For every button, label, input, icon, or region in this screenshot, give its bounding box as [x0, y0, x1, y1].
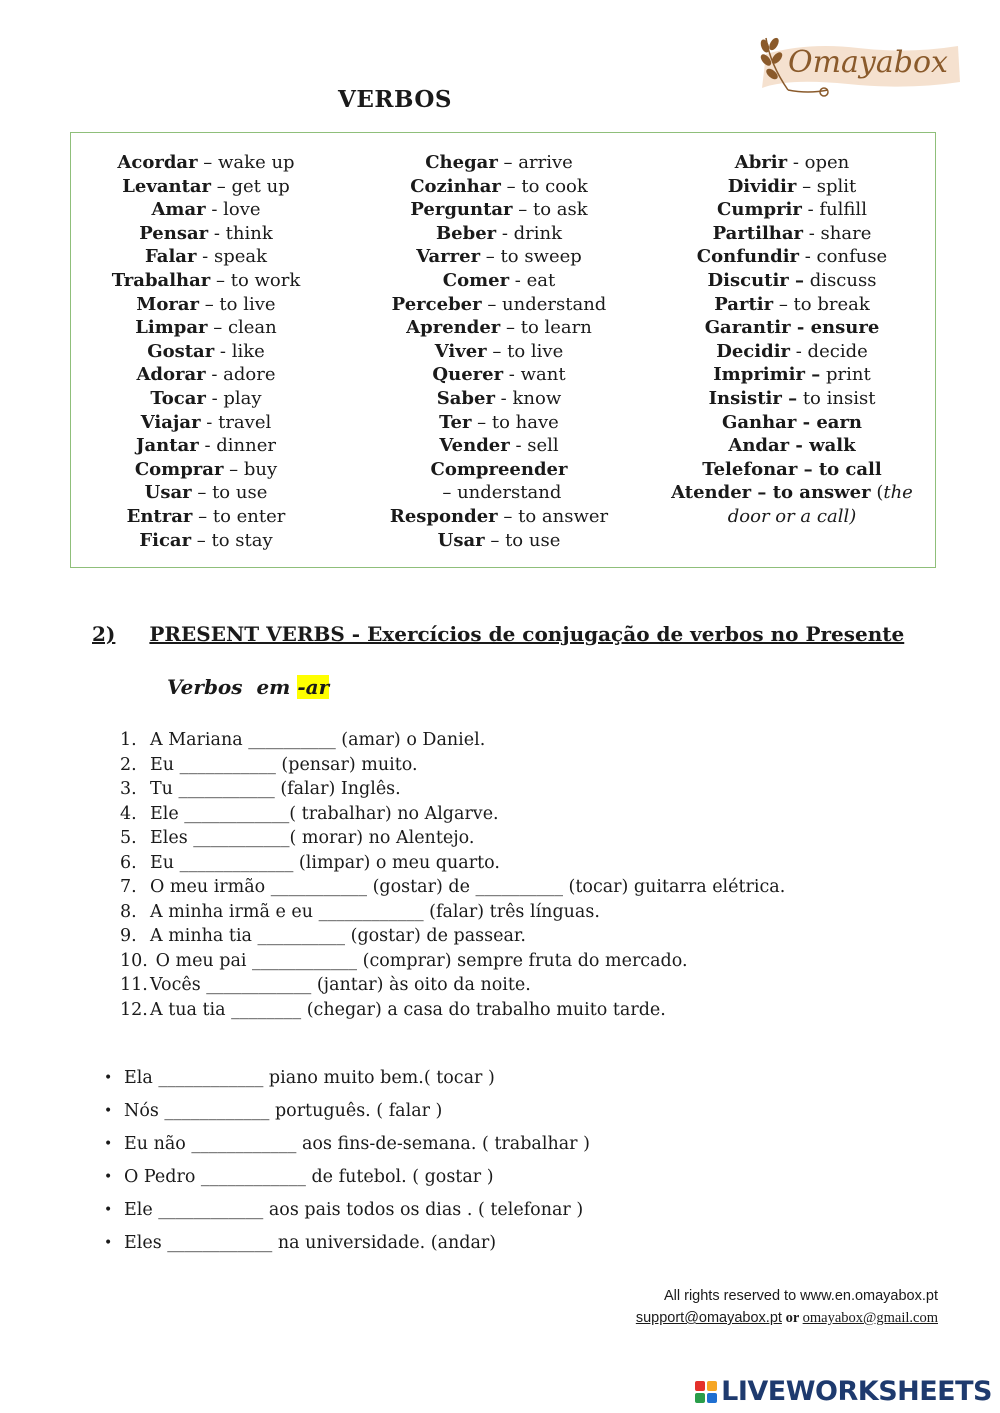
verb-word: Comprar — [134, 458, 224, 480]
verb-entry — [374, 340, 624, 364]
exercise-text[interactable]: Eles ___________( morar) no Alentejo. — [150, 828, 475, 848]
verb-entry — [91, 363, 321, 387]
exercise-number: 10. — [120, 950, 148, 971]
exercise-item — [120, 728, 785, 753]
verb-meaning: – get up — [211, 175, 290, 197]
exercise-item — [120, 998, 785, 1023]
subheading-highlight: -ar — [297, 675, 330, 699]
bullet-text[interactable]: O Pedro ____________ de futebol. ( gostar ) — [124, 1167, 494, 1187]
liveworksheets-icon — [695, 1381, 717, 1403]
verb-meaning: – to work — [210, 269, 301, 291]
verb-entry — [666, 481, 918, 528]
verb-entry — [91, 245, 321, 269]
verb-word: Trabalhar — [111, 269, 211, 291]
bullet-icon: • — [104, 1103, 113, 1119]
verb-word: Telefonar – to call — [702, 458, 882, 480]
verb-meaning: - like — [214, 340, 265, 362]
exercise-text[interactable]: A minha tia __________ (gostar) de passear. — [150, 926, 526, 946]
verb-entry — [666, 151, 918, 175]
bullet-text[interactable]: Eu não ____________ aos fins-de-semana. ( trabalhar ) — [124, 1134, 590, 1154]
exercise-text[interactable]: O meu irmão ___________ (gostar) de __________ (tocar) guitarra elétrica. — [150, 877, 786, 897]
subheading — [167, 675, 329, 699]
verb-word: Jantar — [136, 435, 199, 457]
copyright-line: All rights reserved to www.en.omayabox.pt — [663, 1288, 938, 1304]
page-title: VERBOS — [338, 86, 453, 113]
verb-meaning: – arrive — [497, 152, 573, 173]
verb-meaning: - open — [787, 152, 850, 173]
verb-meaning: - know — [494, 387, 562, 409]
verb-word: Dividir — [727, 175, 797, 197]
verb-entry — [374, 458, 624, 505]
verb-meaning: – to answer — [497, 505, 609, 527]
verb-word: Limpar — [135, 317, 208, 339]
verb-entry — [91, 316, 321, 340]
verb-entry — [91, 222, 321, 246]
exercise-item — [120, 802, 785, 827]
verb-word: Confundir — [696, 246, 800, 268]
verb-entry — [666, 316, 918, 340]
section-heading — [92, 622, 904, 646]
logo-text: Omayabox — [788, 45, 948, 80]
verb-word: Acordar — [117, 152, 198, 173]
verb-table — [70, 132, 936, 568]
bullet-icon: • — [104, 1070, 113, 1086]
bullet-icon: • — [104, 1235, 113, 1251]
exercise-item — [120, 753, 785, 778]
exercise-number: 12. — [120, 999, 148, 1020]
verb-entry — [666, 293, 918, 317]
verb-entry — [91, 529, 321, 553]
bullet-text[interactable]: Ela ____________ piano muito bem.( tocar ) — [124, 1068, 495, 1088]
verb-word: Decidir — [716, 340, 791, 362]
verb-word: Discutir – — [707, 269, 805, 291]
verb-meaning: - play — [205, 387, 262, 409]
verb-meaning: – to live — [198, 293, 276, 315]
verb-entry — [374, 411, 624, 435]
verb-word: Responder — [389, 505, 498, 527]
verb-entry — [91, 387, 321, 411]
verb-meaning: - speak — [196, 246, 268, 268]
verb-word: Vender — [439, 435, 510, 457]
exercise-item — [120, 949, 785, 974]
exercise-item — [120, 826, 785, 851]
verb-word: Amar — [151, 199, 206, 221]
verb-meaning: – to stay — [191, 529, 273, 551]
exercise-number: 1. — [120, 730, 137, 750]
exercise-text[interactable]: A minha irmã e eu ____________ (falar) três línguas. — [150, 901, 600, 922]
exercise-text[interactable]: Ele ____________( trabalhar) no Algarve. — [150, 803, 499, 824]
verb-word: Ter — [439, 411, 472, 433]
verb-word: Gostar — [147, 340, 215, 362]
verb-entry — [666, 269, 918, 293]
verb-word: Perguntar — [410, 199, 513, 221]
verb-entry — [374, 245, 624, 269]
exercise-number: 8. — [120, 901, 137, 922]
verb-meaning: - adore — [205, 364, 276, 386]
exercise-item — [120, 900, 785, 925]
exercise-number: 3. — [120, 779, 137, 799]
support-email-link[interactable]: support@omayabox.pt — [635, 1310, 782, 1326]
verb-entry — [666, 175, 918, 199]
bullet-item — [104, 1068, 590, 1101]
exercise-number: 11. — [120, 975, 148, 995]
verb-word: Morar — [136, 293, 199, 315]
verb-entry — [374, 387, 624, 411]
verb-word: Ganhar - earn — [721, 411, 863, 433]
verb-meaning: - travel — [200, 411, 272, 433]
verb-word: Comer — [442, 269, 510, 291]
bullet-text[interactable]: Nós ____________ português. ( falar ) — [124, 1101, 443, 1121]
verb-entry — [666, 245, 918, 269]
verb-meaning: - dinner — [198, 435, 276, 457]
verb-meaning: – to break — [773, 293, 870, 315]
verb-entry — [374, 529, 624, 553]
section-title: PRESENT VERBS - Exercícios de conjugação de verbos no Presente — [149, 622, 905, 646]
verb-meaning: – split — [796, 175, 857, 197]
verb-meaning: – wake up — [197, 152, 295, 173]
verb-word: Varrer — [416, 246, 481, 268]
verb-word: Usar — [144, 482, 192, 504]
bullet-item — [104, 1134, 590, 1167]
exercise-item — [120, 973, 785, 998]
omayabox-logo — [748, 24, 963, 104]
verb-word: Tocar — [150, 387, 206, 409]
exercise-list — [120, 728, 785, 1022]
verb-entry — [91, 175, 321, 199]
verb-word: Cozinhar — [410, 175, 501, 197]
verb-entry — [91, 151, 321, 175]
verb-word: Perceber — [391, 293, 482, 315]
verb-entry — [374, 222, 624, 246]
verb-meaning: – to use — [191, 482, 268, 504]
bullet-item — [104, 1167, 590, 1200]
verb-word: Adorar — [136, 364, 206, 386]
verb-meaning: to insist — [797, 387, 876, 409]
verb-column-2 — [374, 151, 624, 552]
bullet-item — [104, 1101, 590, 1134]
verb-entry — [374, 363, 624, 387]
verb-entry — [666, 222, 918, 246]
verb-meaning: print — [820, 364, 871, 386]
verb-meaning: – to ask — [512, 199, 588, 221]
bullet-list — [104, 1068, 590, 1266]
exercise-text[interactable]: A Mariana __________ (amar) o Daniel. — [150, 730, 486, 750]
verb-meaning: - confuse — [799, 246, 888, 268]
verb-entry — [666, 198, 918, 222]
verb-word: Ficar — [139, 529, 192, 551]
exercise-number: 5. — [120, 828, 137, 848]
verb-word: Aprender — [406, 317, 501, 339]
verb-meaning: – to sweep — [480, 246, 582, 268]
verb-word: Andar - walk — [728, 435, 856, 457]
verb-entry — [666, 340, 918, 364]
verb-meaning: ( — [870, 482, 884, 504]
verb-word: Viver — [434, 340, 487, 362]
exercise-text[interactable]: Eu _____________ (limpar) o meu quarto. — [150, 852, 500, 873]
verb-meaning: – understand — [481, 293, 607, 315]
section-number: 2) — [92, 622, 116, 646]
verb-word: Partir — [714, 293, 774, 315]
verb-word: Falar — [144, 246, 197, 268]
verb-word: Cumprir — [717, 199, 802, 221]
exercise-text[interactable]: O meu pai ____________ (comprar) sempre fruta do mercado. — [150, 950, 688, 971]
verb-entry — [91, 481, 321, 505]
verb-entry — [666, 434, 918, 458]
verb-meaning: – to enter — [192, 505, 286, 527]
verb-entry — [374, 505, 624, 529]
verb-entry — [666, 411, 918, 435]
exercise-item — [120, 924, 785, 949]
exercise-text[interactable]: Eu ___________ (pensar) muito. — [150, 754, 418, 775]
verb-entry — [91, 198, 321, 222]
verb-word: Chegar — [425, 152, 498, 173]
verb-meaning: – to cook — [500, 175, 588, 197]
verb-entry — [666, 387, 918, 411]
verb-meaning: - share — [803, 222, 872, 244]
verb-entry — [91, 411, 321, 435]
verb-column-3 — [666, 151, 918, 529]
verb-entry — [374, 293, 624, 317]
verb-meaning: - eat — [509, 269, 556, 291]
verb-word: Imprimir – — [713, 364, 821, 386]
verb-entry — [91, 505, 321, 529]
exercise-number: 2. — [120, 754, 137, 775]
verb-entry — [374, 316, 624, 340]
liveworksheets-brand[interactable] — [695, 1376, 992, 1407]
bullet-item — [104, 1233, 590, 1266]
verb-word: Abrir — [734, 152, 788, 173]
exercise-text[interactable]: Tu ___________ (falar) Inglês. — [150, 779, 401, 799]
verb-meaning: - think — [208, 222, 273, 244]
verb-entry — [91, 458, 321, 482]
exercise-number: 4. — [120, 803, 137, 824]
verb-entry — [374, 269, 624, 293]
exercise-item — [120, 851, 785, 876]
verb-entry — [374, 175, 624, 199]
verb-meaning: – buy — [223, 458, 278, 480]
bullet-icon: • — [104, 1169, 113, 1185]
verb-word: Entrar — [126, 505, 193, 527]
verb-word: Usar — [437, 529, 485, 551]
verb-word: Viajar — [140, 411, 201, 433]
exercise-item — [120, 777, 785, 802]
verb-meaning: - sell — [509, 435, 559, 457]
brand-text: LIVEWORKSHEETS — [721, 1376, 992, 1407]
verb-meaning: - love — [205, 199, 261, 221]
exercise-number: 9. — [120, 926, 137, 946]
exercise-text[interactable]: Vocês ____________ (jantar) às oito da noite. — [150, 975, 531, 995]
verb-meaning: - want — [503, 364, 566, 386]
verb-entry — [374, 151, 624, 175]
verb-entry — [666, 363, 918, 387]
verb-meaning: – to use — [484, 529, 561, 551]
verb-word: Compreender — [430, 458, 568, 480]
exercise-number: 6. — [120, 852, 137, 873]
verb-note: the door or a call) — [727, 482, 913, 527]
verb-word: Pensar — [139, 222, 209, 244]
bullet-item — [104, 1200, 590, 1233]
verb-entry — [374, 434, 624, 458]
verb-entry — [666, 458, 918, 482]
verb-word: Beber — [435, 222, 497, 244]
verb-column-1 — [91, 151, 321, 552]
verb-meaning: - fulfill — [801, 199, 867, 221]
verb-meaning: – clean — [207, 317, 277, 339]
bullet-text[interactable]: Ele ____________ aos pais todos os dias . ( telefonar ) — [124, 1200, 584, 1220]
or-text: or — [781, 1310, 803, 1326]
verb-entry — [374, 198, 624, 222]
bullet-icon: • — [104, 1136, 113, 1152]
verb-meaning: – understand — [436, 482, 562, 504]
verb-word: Saber — [436, 387, 495, 409]
subheading-text: Verbos em — [167, 675, 298, 699]
exercise-item — [120, 875, 785, 900]
verb-word: Levantar — [122, 175, 212, 197]
verb-meaning: - decide — [790, 340, 868, 362]
bullet-text[interactable]: Eles ____________ na universidade. (andar) — [124, 1233, 497, 1253]
verb-meaning: discuss — [804, 269, 877, 291]
verb-entry — [91, 434, 321, 458]
verb-meaning: - drink — [496, 222, 563, 244]
verb-meaning: – to live — [486, 340, 564, 362]
verb-word: Partilhar — [712, 222, 804, 244]
footer — [636, 1285, 938, 1329]
verb-entry — [91, 293, 321, 317]
verb-word: Querer — [432, 364, 504, 386]
verb-word: Atender – to answer — [671, 482, 871, 504]
verb-meaning: – to learn — [500, 317, 592, 339]
verb-word: Garantir - ensure — [704, 317, 880, 339]
verb-entry — [91, 340, 321, 364]
verb-meaning: – to have — [471, 411, 559, 433]
verb-word: Insistir – — [708, 387, 798, 409]
exercise-number: 7. — [120, 877, 137, 897]
verb-entry — [91, 269, 321, 293]
exercise-text[interactable]: A tua tia ________ (chegar) a casa do trabalho muito tarde. — [150, 999, 666, 1020]
bullet-icon: • — [104, 1202, 113, 1218]
gmail-link[interactable]: omayabox@gmail.com — [802, 1310, 938, 1326]
